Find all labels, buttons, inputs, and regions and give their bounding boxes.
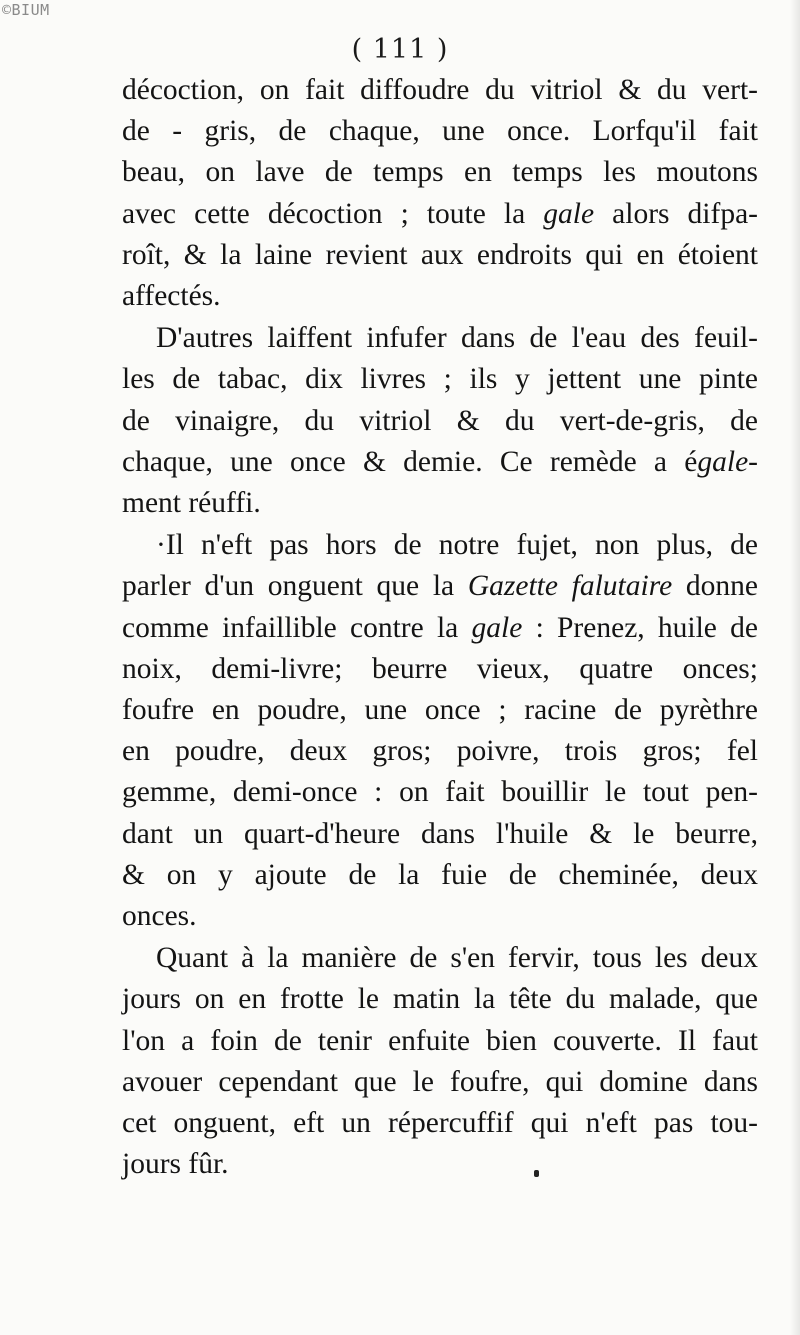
- page-edge-shadow: [790, 0, 800, 1335]
- paragraph-3: [122, 525, 758, 937]
- paragraph-1: [122, 70, 758, 317]
- library-watermark: ©BIUM: [2, 1, 50, 19]
- text-line: cet onguent, eft un répercuffif qui n'eft pas tou-: [122, 1107, 758, 1140]
- page-number: ( 111 ): [351, 34, 449, 65]
- ink-speck: [534, 1170, 539, 1177]
- text-line: beau, on lave de temps en temps les moutons: [122, 156, 758, 189]
- text-line: foufre en poudre, une once ; racine de pyrèthre: [122, 694, 758, 727]
- text-line: roît, & la laine revient aux endroits qui en étoient: [122, 238, 758, 271]
- text-line: les de tabac, dix livres ; ils y jettent une pinte: [122, 363, 758, 396]
- text-line: & on y ajoute de la fuie de cheminée, deux: [122, 858, 758, 891]
- text-line: avec cette décoction ; toute la gale alors difpa-: [122, 197, 758, 230]
- body-text: [122, 70, 758, 1185]
- text-line: D'autres laiffent infufer dans de l'eau des feuil-: [156, 322, 758, 355]
- text-line: ment réuffi.: [122, 487, 261, 520]
- paragraph-4: [122, 938, 758, 1185]
- paragraph-2: [122, 318, 758, 524]
- text-line: jours fûr.: [122, 1148, 229, 1181]
- text-line: affectés.: [122, 280, 221, 313]
- text-line: onces.: [122, 900, 197, 933]
- text-line: l'on a foin de tenir enfuite bien couverte. Il faut: [122, 1024, 758, 1057]
- text-line: jours on en frotte le matin la tête du malade, que: [122, 983, 758, 1016]
- text-line: Quant à la manière de s'en fervir, tous les deux: [156, 942, 758, 975]
- text-line: de - gris, de chaque, une once. Lorfqu'il fait: [122, 115, 758, 148]
- text-line: dant un quart-d'heure dans l'huile & le beurre,: [122, 817, 758, 850]
- text-line: en poudre, deux gros; poivre, trois gros; fel: [122, 735, 758, 768]
- text-line: noix, demi-livre; beurre vieux, quatre onces;: [122, 652, 758, 685]
- text-line: avouer cependant que le foufre, qui domine dans: [122, 1065, 758, 1098]
- text-line: parler d'un onguent que la Gazette falutaire donne: [122, 570, 758, 603]
- text-line: de vinaigre, du vitriol & du vert-de-gris, de: [122, 404, 758, 437]
- text-line: comme infaillible contre la gale : Prenez, huile de: [122, 611, 758, 644]
- text-line: gemme, demi-once : on fait bouillir le tout pen-: [122, 776, 758, 809]
- text-line: chaque, une once & demie. Ce remède a égale-: [122, 445, 758, 478]
- text-line: décoction, on fait diffoudre du vitriol & du vert-: [122, 74, 758, 106]
- text-line: ·Il n'eft pas hors de notre fujet, non plus, de: [156, 529, 758, 562]
